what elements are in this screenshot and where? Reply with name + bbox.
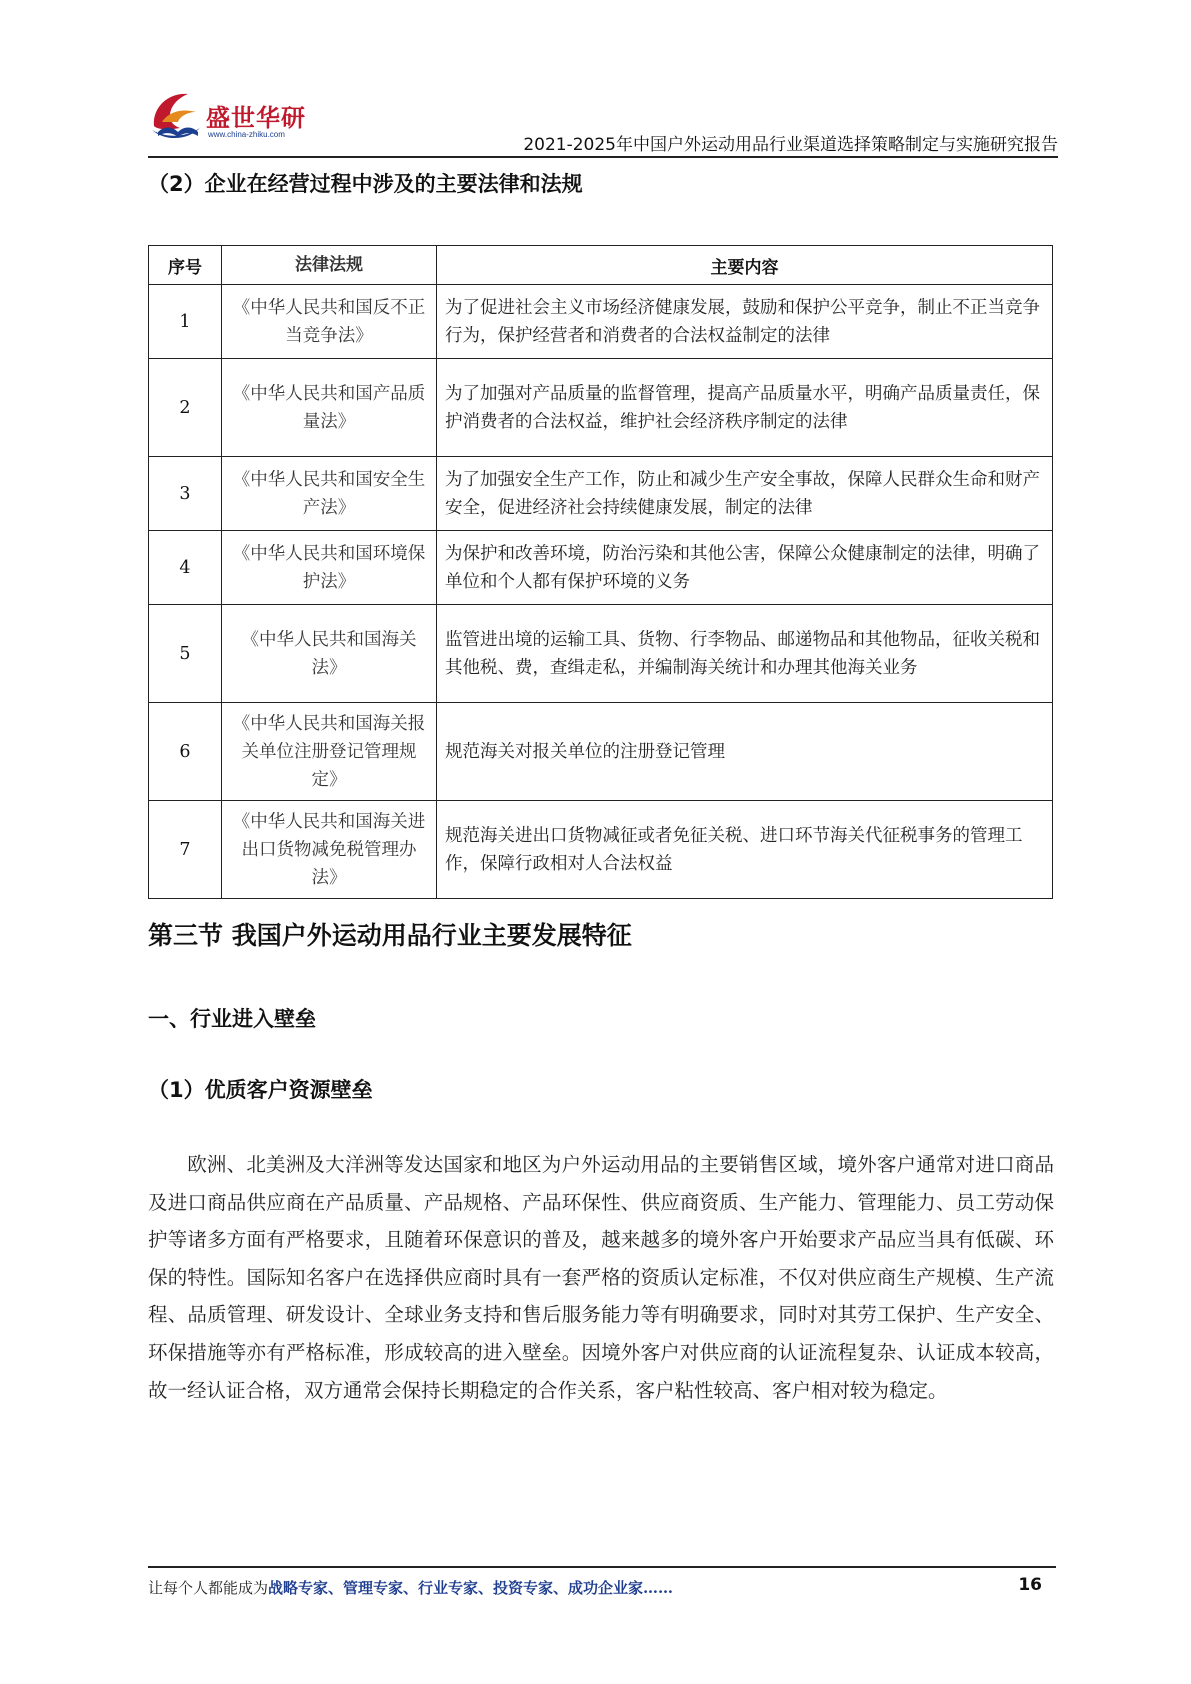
law-name: 《中华人民共和国环境保护法》 [222, 531, 437, 605]
footer-slogan-prefix: 让每个人都能成为 [148, 1579, 269, 1597]
column-header-no: 序号 [149, 246, 222, 285]
footer-divider [148, 1566, 1056, 1568]
page-header [148, 82, 1058, 160]
law-content: 为了促进社会主义市场经济健康发展，鼓励和保护公平竞争，制止不正当竞争行为，保护经营者和消费者的合法权益制定的法律 [437, 285, 1053, 359]
law-content: 监管进出境的运输工具、货物、行李物品、邮递物品和其他物品，征收关税和其他税、费，查缉走私，并编制海关统计和办理其他海关业务 [437, 605, 1053, 703]
law-content: 规范海关对报关单位的注册登记管理 [437, 703, 1053, 801]
logo-text: 盛世华研 [206, 104, 306, 132]
subsection-title: 一、行业进入壁垒 [148, 1007, 316, 1031]
law-name: 《中华人民共和国海关报关单位注册登记管理规定》 [222, 703, 437, 801]
law-content: 为了加强安全生产工作，防止和减少生产安全事故，保障人民群众生命和财产安全，促进经济社会持续健康发展，制定的法律 [437, 457, 1053, 531]
table-row [149, 285, 1053, 359]
law-name: 《中华人民共和国反不正当竞争法》 [222, 285, 437, 359]
law-content: 为了加强对产品质量的监督管理，提高产品质量水平，明确产品质量责任，保护消费者的合法权益，维护社会经济秩序制定的法律 [437, 359, 1053, 457]
row-number: 3 [149, 457, 222, 531]
table-row [149, 801, 1053, 899]
laws-table [148, 245, 1053, 899]
law-content: 规范海关进出口货物减征或者免征关税、进口环节海关代征税事务的管理工作，保障行政相对人合法权益 [437, 801, 1053, 899]
law-name: 《中华人民共和国海关进出口货物减免税管理办法》 [222, 801, 437, 899]
column-header-content: 主要内容 [437, 246, 1053, 285]
row-number: 6 [149, 703, 222, 801]
sub-heading-customers: （1）优质客户资源壁垒 [148, 1078, 373, 1102]
company-logo [148, 82, 318, 146]
page-footer [148, 1577, 1056, 1598]
law-name: 《中华人民共和国产品质量法》 [222, 359, 437, 457]
table-row [149, 359, 1053, 457]
table-row [149, 605, 1053, 703]
footer-slogan-highlight: 战略专家、管理专家、行业专家、投资专家、成功企业家…… [268, 1579, 674, 1597]
law-name: 《中华人民共和国安全生产法》 [222, 457, 437, 531]
sub-heading-laws: （2）企业在经营过程中涉及的主要法律和法规 [148, 172, 583, 196]
row-number: 1 [149, 285, 222, 359]
body-paragraph [148, 1146, 1054, 1409]
table-row [149, 531, 1053, 605]
law-name: 《中华人民共和国海关法》 [222, 605, 437, 703]
row-number: 5 [149, 605, 222, 703]
logo-emblem-icon [148, 82, 208, 146]
law-content: 为保护和改善环境，防治污染和其他公害，保障公众健康制定的法律，明确了单位和个人都有保护环境的义务 [437, 531, 1053, 605]
section-title: 第三节 我国户外运动用品行业主要发展特征 [148, 921, 632, 950]
report-title: 2021-2025年中国户外运动用品行业渠道选择策略制定与实施研究报告 [523, 135, 1058, 155]
row-number: 2 [149, 359, 222, 457]
page-number: 16 [1018, 1575, 1042, 1595]
table-header-row [149, 246, 1053, 285]
table-row [149, 703, 1053, 801]
logo-url: www.china-zhiku.com [208, 130, 285, 139]
paragraph-text: 欧洲、北美洲及大洋洲等发达国家和地区为户外运动用品的主要销售区域，境外客户通常对进口商品及进口商品供应商在产品质量、产品规格、产品环保性、供应商资质、生产能力、管理能力、员工劳动保护等诸多方面有严格要求，且随着环保意识的普及，越来越多的境外客户开始要求产品应当具有低碳、环保的特性。国际知名客户在选择供应商时具有一套严格的资质认定标准，不仅对供应商生产规模、生产流程、品质管理、研发设计、全球业务支持和售后服务能力等有明确要求，同时对其劳工保护、生产安全、环保措施等亦有严格标准，形成较高的进入壁垒。因境外客户对供应商的认证流程复杂、认证成本较高，故一经认证合格，双方通常会保持长期稳定的合作关系，客户粘性较高、客户相对较为稳定。 [148, 1153, 1054, 1402]
table-row [149, 457, 1053, 531]
column-header-law: 法律法规 [222, 246, 437, 285]
row-number: 7 [149, 801, 222, 899]
header-divider [148, 156, 1058, 158]
row-number: 4 [149, 531, 222, 605]
